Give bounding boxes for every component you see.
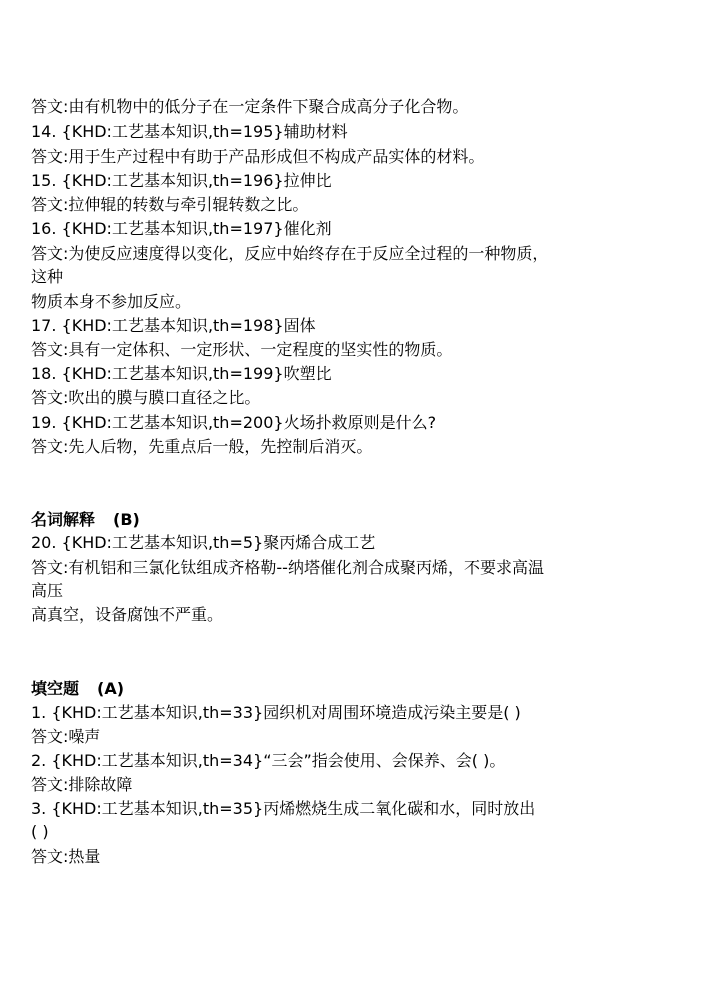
question-line: 16. {KHD:工艺基本知识,th=197}催化剂 bbox=[31, 219, 332, 238]
section-level: (B) bbox=[113, 510, 140, 529]
question-line: 20. {KHD:工艺基本知识,th=5}聚丙烯合成工艺 bbox=[31, 533, 376, 552]
question-line: 15. {KHD:工艺基本知识,th=196}拉伸比 bbox=[31, 171, 332, 190]
answer-line-continued: 高压 bbox=[31, 581, 64, 600]
answer-line-continued: 物质本身不参加反应。 bbox=[31, 292, 192, 311]
question-line: 17. {KHD:工艺基本知识,th=198}固体 bbox=[31, 316, 316, 335]
question-line: 18. {KHD:工艺基本知识,th=199}吹塑比 bbox=[31, 364, 332, 383]
section-level: (A) bbox=[97, 679, 125, 698]
question-line-continued: ( ) bbox=[31, 822, 49, 841]
question-line: 3. {KHD:工艺基本知识,th=35}丙烯燃烧生成二氧化碳和水，同时放出 bbox=[31, 799, 536, 818]
answer-line: 答文:先人后物，先重点后一般，先控制后消灭。 bbox=[31, 437, 373, 456]
answer-line: 答文:噪声 bbox=[31, 727, 101, 746]
answer-line: 答文:热量 bbox=[31, 847, 101, 866]
answer-line: 答文:排除故障 bbox=[31, 775, 133, 794]
answer-line-continued: 这种 bbox=[31, 267, 64, 286]
answer-line: 答文:用于生产过程中有助于产品形成但不构成产品实体的材料。 bbox=[31, 147, 485, 166]
section-title: 填空题 bbox=[31, 679, 80, 698]
section-heading bbox=[31, 679, 124, 699]
answer-line: 答文:吹出的膜与膜口直径之比。 bbox=[31, 388, 261, 407]
answer-line: 答文:为使反应速度得以变化，反应中始终存在于反应全过程的一种物质， bbox=[31, 244, 549, 263]
answer-line: 答文:拉伸辊的转数与牵引辊转数之比。 bbox=[31, 195, 309, 214]
question-line: 2. {KHD:工艺基本知识,th=34}“三会”指会使用、会保养、会( )。 bbox=[31, 751, 506, 770]
question-line: 1. {KHD:工艺基本知识,th=33}园织机对周围环境造成污染主要是( ) bbox=[31, 703, 521, 722]
answer-line-continued: 高真空，设备腐蚀不严重。 bbox=[31, 605, 224, 624]
question-line: 19. {KHD:工艺基本知识,th=200}火场扑救原则是什么? bbox=[31, 413, 437, 432]
question-line: 14. {KHD:工艺基本知识,th=195}辅助材料 bbox=[31, 122, 348, 141]
answer-line: 答文:具有一定体积、一定形状、一定程度的坚实性的物质。 bbox=[31, 340, 453, 359]
answer-line: 答文:由有机物中的低分子在一定条件下聚合成高分子化合物。 bbox=[31, 97, 469, 116]
answer-line: 答文:有机铝和三氯化钛组成齐格勒--纳塔催化剂合成聚丙烯，不要求高温 bbox=[31, 558, 544, 577]
section-heading bbox=[31, 510, 140, 530]
section-title: 名词解释 bbox=[31, 510, 96, 529]
